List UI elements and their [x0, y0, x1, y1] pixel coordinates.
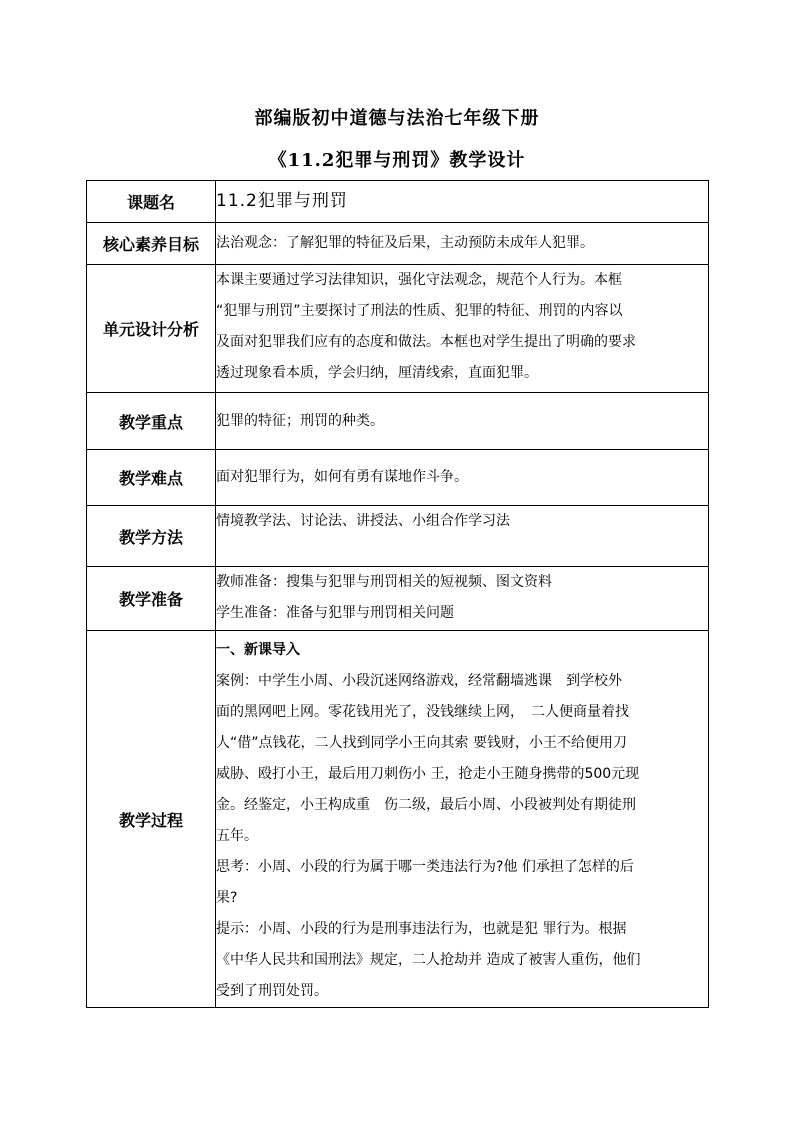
- value-topic: 11.2犯罪与刑罚: [216, 181, 709, 223]
- label-process: 教学过程: [87, 631, 216, 1008]
- value-key-points: 犯罪的特征；刑罚的种类。: [216, 393, 709, 450]
- analysis-line: 及面对犯罪我们应有的态度和做法。本框也对学生提出了明确的要求: [216, 334, 636, 350]
- analysis-line: “犯罪与刑罚”主要探讨了刑法的性质、犯罪的特征、刑罚的内容以: [216, 303, 623, 319]
- analysis-line: 本课主要通过学习法律知识，强化守法观念，规范个人行为。本框: [216, 272, 622, 288]
- row-difficulty: [87, 450, 709, 506]
- row-methods: [87, 506, 709, 567]
- process-line: 受到了刑罚处罚。: [216, 983, 328, 999]
- document-subtitle: 《11.2犯罪与刑罚》教学设计: [268, 150, 526, 171]
- student-prep: 学生准备：准备与犯罪与刑罚相关问题: [216, 605, 454, 621]
- value-difficulty: 面对犯罪行为，如何有勇有谋地作斗争。: [216, 450, 709, 506]
- value-goal: 法治观念：了解犯罪的特征及后果，主动预防未成年人犯罪。: [216, 223, 709, 265]
- label-difficulty: 教学难点: [87, 450, 216, 506]
- process-line: 面的黑网吧上网。零花钱用光了，没钱继续上网， 二人便商量着找: [216, 704, 629, 720]
- process-line: 思考：小周、小段的行为属于哪一类违法行为?他 们承担了怎样的后: [216, 859, 634, 875]
- value-methods: 情境教学法、讨论法、讲授法、小组合作学习法: [216, 506, 709, 567]
- label-preparation: 教学准备: [87, 567, 216, 631]
- process-line: 提示：小周、小段的行为是刑事违法行为，也就是犯 罪行为。根据: [216, 921, 627, 937]
- value-analysis: [216, 265, 709, 393]
- row-analysis: [87, 265, 709, 393]
- row-preparation: [87, 567, 709, 631]
- process-line: 五年。: [216, 828, 258, 844]
- process-line: 果?: [216, 890, 238, 906]
- teacher-prep: 教师准备：搜集与犯罪与刑罚相关的短视频、图文资料: [216, 574, 552, 590]
- lesson-plan-table: [86, 180, 709, 1008]
- label-analysis: 单元设计分析: [87, 265, 216, 393]
- process-line: 威胁、殴打小王，最后用刀刺伤小 王，抢走小王随身携带的500元现: [216, 766, 640, 782]
- process-line: 《中华人民共和国刑法》规定，二人抢劫并 造成了被害人重伤，他们: [216, 952, 641, 968]
- value-process: [216, 631, 709, 1008]
- process-line: 案例：中学生小周、小段沉迷网络游戏，经常翻墙逃课 到学校外: [216, 673, 622, 689]
- row-process: [87, 631, 709, 1008]
- section-title: 一、新课导入: [216, 642, 300, 658]
- label-methods: 教学方法: [87, 506, 216, 567]
- label-goal: 核心素养目标: [87, 223, 216, 265]
- process-line: 人“借”点钱花，二人找到同学小王向其索 要钱财，小王不给便用刀: [216, 735, 627, 751]
- process-line: 金。经鉴定，小王构成重 伤二级，最后小周、小段被判处有期徒刑: [216, 797, 636, 813]
- row-topic: [87, 181, 709, 223]
- analysis-line: 透过现象看本质，学会归纳，厘清线索，直面犯罪。: [216, 365, 538, 381]
- label-key-points: 教学重点: [87, 393, 216, 450]
- value-preparation: [216, 567, 709, 631]
- row-goal: [87, 223, 709, 265]
- document-title: 部编版初中道德与法治七年级下册: [254, 108, 540, 129]
- row-key-points: [87, 393, 709, 450]
- label-topic: 课题名: [87, 181, 216, 223]
